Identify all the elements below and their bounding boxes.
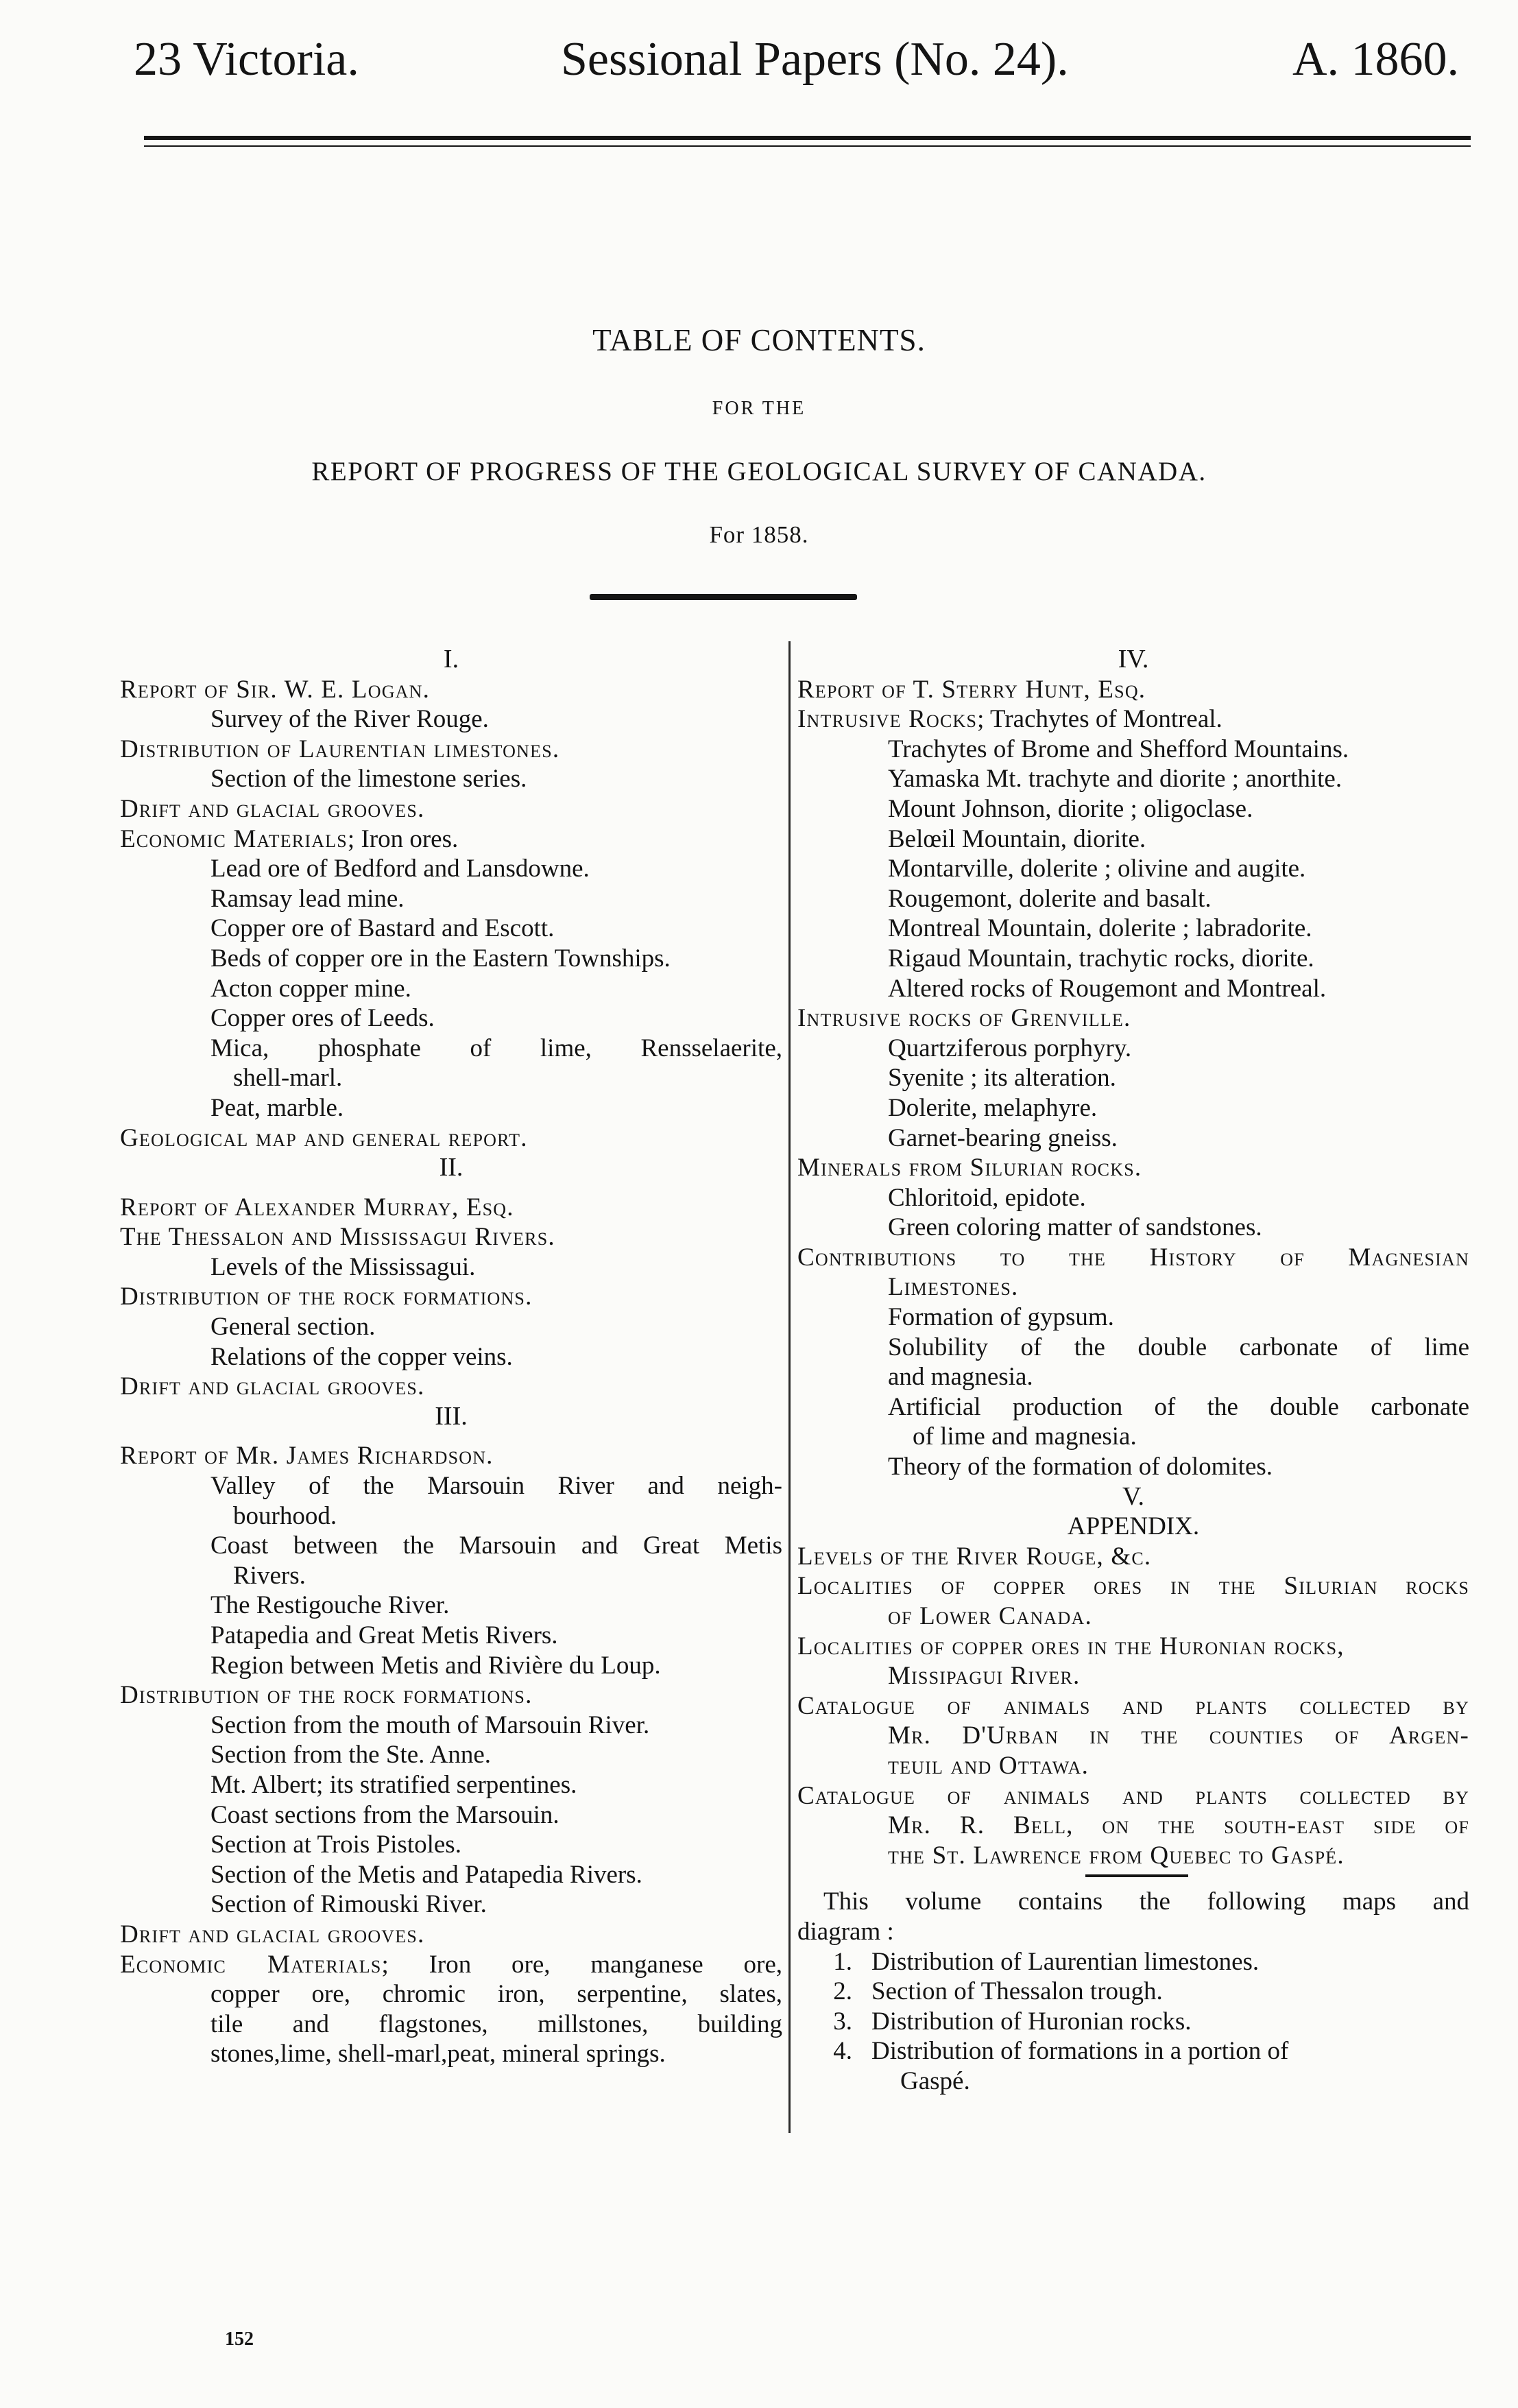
section-entry: Report of Alexander Murray, Esq. bbox=[120, 1193, 514, 1221]
section-entry: Drift and glacial grooves. bbox=[120, 794, 425, 823]
section-entry: Localities of copper ores in the Huronian rocks, bbox=[797, 1632, 1345, 1660]
contents-entry: Rougemont, dolerite and basalt. bbox=[888, 884, 1212, 913]
contents-entry bbox=[797, 704, 1469, 735]
contents-right-column bbox=[797, 645, 1469, 2097]
contents-entry: Ramsay lead mine. bbox=[210, 884, 405, 913]
section-entry: The Thessalon and Mississagui Rivers. bbox=[120, 1223, 555, 1252]
contents-entry: Altered rocks of Rougemont and Montreal. bbox=[888, 974, 1327, 1003]
map-number: 4. bbox=[833, 2037, 852, 2066]
section-entry: Missipagui River. bbox=[888, 1662, 1081, 1691]
entry-text: ; Trachytes of Montreal. bbox=[977, 705, 1222, 734]
contents-entry: Lead ore of Bedford and Lansdowne. bbox=[210, 855, 590, 883]
contents-entry: Levels of the Mississagui. bbox=[210, 1252, 476, 1281]
entry-heading: Economic Materials bbox=[120, 1950, 382, 1979]
contents-entry bbox=[120, 1950, 782, 1980]
contents-entry: General section. bbox=[210, 1313, 376, 1342]
section-entry: Report of Mr. James Richardson. bbox=[120, 1442, 494, 1470]
section-entry: of Lower Canada. bbox=[888, 1602, 1092, 1630]
contents-entry: Chloritoid, epidote. bbox=[888, 1183, 1086, 1212]
section-entry: Distribution of Laurentian limestones. bbox=[120, 735, 560, 763]
contents-entry: of lime and magnesia. bbox=[913, 1422, 1137, 1451]
section-entry: Contributions to the History of Magnesian bbox=[797, 1243, 1469, 1272]
section-entry: Catalogue of animals and plants collected by bbox=[797, 1781, 1469, 1810]
contents-entry: Relations of the copper veins. bbox=[210, 1342, 513, 1371]
section-heading: I. bbox=[443, 645, 459, 673]
contents-entry: Mount Johnson, diorite ; oligoclase. bbox=[888, 794, 1253, 823]
contents-entry: Quartziferous porphyry. bbox=[888, 1034, 1132, 1062]
section-entry: Drift and glacial grooves. bbox=[120, 1920, 425, 1948]
spacer bbox=[120, 1431, 782, 1441]
contents-entry: Yamaska Mt. trachyte and diorite ; anorthite. bbox=[888, 765, 1342, 794]
contents-entry: bourhood. bbox=[233, 1501, 337, 1530]
contents-entry: Trachytes of Brome and Shefford Mountains. bbox=[888, 735, 1349, 763]
page-title: TABLE OF CONTENTS. bbox=[592, 323, 926, 357]
section-entry: Minerals from Silurian rocks. bbox=[797, 1154, 1142, 1182]
section-rule bbox=[1085, 1874, 1188, 1877]
map-title: Distribution of formations in a portion of bbox=[871, 2037, 1289, 2066]
contents-entry: Section at Trois Pistoles. bbox=[210, 1831, 461, 1859]
map-list-item bbox=[797, 1947, 1469, 1977]
contents-entry: Belœil Mountain, diorite. bbox=[888, 824, 1146, 853]
section-entry: Localities of copper ores in the Silurian rocks bbox=[797, 1572, 1469, 1601]
map-list-item bbox=[797, 1977, 1469, 2007]
contents-entry: Peat, marble. bbox=[210, 1093, 344, 1122]
section-entry: Intrusive rocks of Grenville. bbox=[797, 1004, 1131, 1033]
section-entry: Geological map and general report. bbox=[120, 1123, 528, 1152]
section-entry: Report of Sir. W. E. Logan. bbox=[120, 675, 431, 704]
entry-heading: Economic Materials bbox=[120, 824, 348, 853]
contents-entry: Section of the limestone series. bbox=[210, 765, 527, 794]
spacer bbox=[120, 1183, 782, 1193]
title-for: FOR THE bbox=[712, 398, 806, 419]
contents-entry: Copper ores of Leeds. bbox=[210, 1004, 435, 1033]
section-heading: II. bbox=[439, 1153, 463, 1182]
contents-entry: Coast between the Marsouin and Great Metis bbox=[210, 1531, 782, 1560]
contents-entry: shell-marl. bbox=[233, 1064, 343, 1093]
column-divider bbox=[788, 641, 791, 2133]
map-number: 3. bbox=[833, 2007, 852, 2036]
contents-entry: Artificial production of the double carbonate bbox=[888, 1392, 1469, 1421]
contents-entry: Acton copper mine. bbox=[210, 974, 411, 1003]
contents-entry: Section of Rimouski River. bbox=[210, 1890, 487, 1919]
contents-entry: Coast sections from the Marsouin. bbox=[210, 1800, 559, 1829]
header-rule-thin bbox=[144, 145, 1471, 147]
map-number: 1. bbox=[833, 1947, 852, 1976]
contents-entry: This volume contains the following maps and bbox=[823, 1887, 1469, 1916]
map-list-item-continued: Gaspé. bbox=[900, 2066, 970, 2095]
report-year: For 1858. bbox=[709, 521, 809, 548]
map-title: Section of Thessalon trough. bbox=[871, 1977, 1163, 2006]
contents-entry: Montarville, dolerite ; olivine and augite. bbox=[888, 855, 1306, 883]
contents-entry: Section from the Ste. Anne. bbox=[210, 1741, 491, 1769]
contents-left-column bbox=[120, 645, 782, 2069]
title-divider bbox=[590, 594, 857, 600]
section-entry: the St. Lawrence from Quebec to Gaspé. bbox=[888, 1841, 1345, 1870]
header-year: A. 1860. bbox=[1292, 33, 1460, 86]
entry-text: ; Iron ores. bbox=[347, 824, 459, 853]
contents-entry: Mt. Albert; its stratified serpentines. bbox=[210, 1770, 577, 1799]
contents-entry: Survey of the River Rouge. bbox=[210, 705, 489, 734]
contents-entry: Section of the Metis and Patapedia Rivers. bbox=[210, 1860, 642, 1889]
section-entry: Limestones. bbox=[888, 1273, 1019, 1302]
header-session: 23 Victoria. bbox=[134, 33, 359, 86]
map-list-item bbox=[797, 2036, 1469, 2066]
contents-entry: copper ore, chromic iron, serpentine, slates, bbox=[210, 1980, 782, 2009]
header-papers: Sessional Papers (No. 24). bbox=[561, 33, 1069, 86]
contents-entry: Garnet-bearing gneiss. bbox=[888, 1123, 1118, 1152]
contents-entry: Green coloring matter of sandstones. bbox=[888, 1213, 1262, 1242]
section-entry: Drift and glacial grooves. bbox=[120, 1372, 425, 1401]
contents-entry: Region between Metis and Rivière du Loup. bbox=[210, 1651, 661, 1680]
header-rule-thick bbox=[144, 136, 1471, 140]
page-number: 152 bbox=[225, 2328, 254, 2350]
map-number: 2. bbox=[833, 1977, 852, 2006]
section-entry: Mr. D'Urban in the counties of Argen- bbox=[888, 1721, 1469, 1750]
report-title: REPORT OF PROGRESS OF THE GEOLOGICAL SURVEY OF CANADA. bbox=[311, 457, 1207, 486]
contents-entry: and magnesia. bbox=[888, 1363, 1033, 1392]
contents-entry: Mica, phosphate of lime, Rensselaerite, bbox=[210, 1034, 782, 1062]
contents-entry: diagram : bbox=[797, 1917, 894, 1946]
contents-entry: The Restigouche River. bbox=[210, 1591, 450, 1620]
section-entry: Distribution of the rock formations. bbox=[120, 1283, 533, 1311]
entry-heading: Intrusive Rocks bbox=[797, 705, 978, 734]
contents-entry: Rigaud Mountain, trachytic rocks, diorite. bbox=[888, 944, 1314, 973]
contents-entry: Valley of the Marsouin River and neigh- bbox=[210, 1472, 782, 1501]
section-entry: Levels of the River Rouge, &c. bbox=[797, 1542, 1152, 1571]
entry-text: ; Iron ore, manganese ore, bbox=[381, 1950, 782, 1979]
contents-entry: Montreal Mountain, dolerite ; labradorite. bbox=[888, 914, 1312, 943]
contents-entry: Section from the mouth of Marsouin River. bbox=[210, 1710, 650, 1739]
contents-entry: tile and flagstones, millstones, building bbox=[210, 2010, 782, 2038]
section-heading: APPENDIX. bbox=[1067, 1512, 1200, 1541]
contents-entry: Copper ore of Bastard and Escott. bbox=[210, 914, 555, 943]
contents-entry: Beds of copper ore in the Eastern Townships. bbox=[210, 944, 671, 973]
map-list-item bbox=[797, 2007, 1469, 2037]
contents-entry: Rivers. bbox=[233, 1561, 306, 1590]
section-heading: III. bbox=[435, 1401, 468, 1431]
contents-entry: Theory of the formation of dolomites. bbox=[888, 1453, 1273, 1481]
section-heading: V. bbox=[1122, 1481, 1145, 1511]
section-entry: Catalogue of animals and plants collected by bbox=[797, 1691, 1469, 1720]
contents-entry: stones,lime, shell-marl,peat, mineral springs. bbox=[210, 2040, 666, 2069]
contents-entry bbox=[120, 824, 782, 855]
contents-entry: Syenite ; its alteration. bbox=[888, 1064, 1116, 1093]
contents-entry: Dolerite, melaphyre. bbox=[888, 1093, 1098, 1122]
contents-entry: Formation of gypsum. bbox=[888, 1303, 1114, 1332]
map-title: Distribution of Huronian rocks. bbox=[871, 2007, 1192, 2036]
contents-entry: Solubility of the double carbonate of lime bbox=[888, 1333, 1469, 1361]
map-title: Distribution of Laurentian limestones. bbox=[871, 1947, 1260, 1976]
contents-entry: Patapedia and Great Metis Rivers. bbox=[210, 1621, 558, 1649]
section-entry: teuil and Ottawa. bbox=[888, 1751, 1089, 1780]
section-entry: Distribution of the rock formations. bbox=[120, 1681, 533, 1710]
section-entry: Mr. R. Bell, on the south-east side of bbox=[888, 1811, 1469, 1840]
section-entry: Report of T. Sterry Hunt, Esq. bbox=[797, 675, 1146, 704]
section-heading: IV. bbox=[1118, 645, 1149, 673]
